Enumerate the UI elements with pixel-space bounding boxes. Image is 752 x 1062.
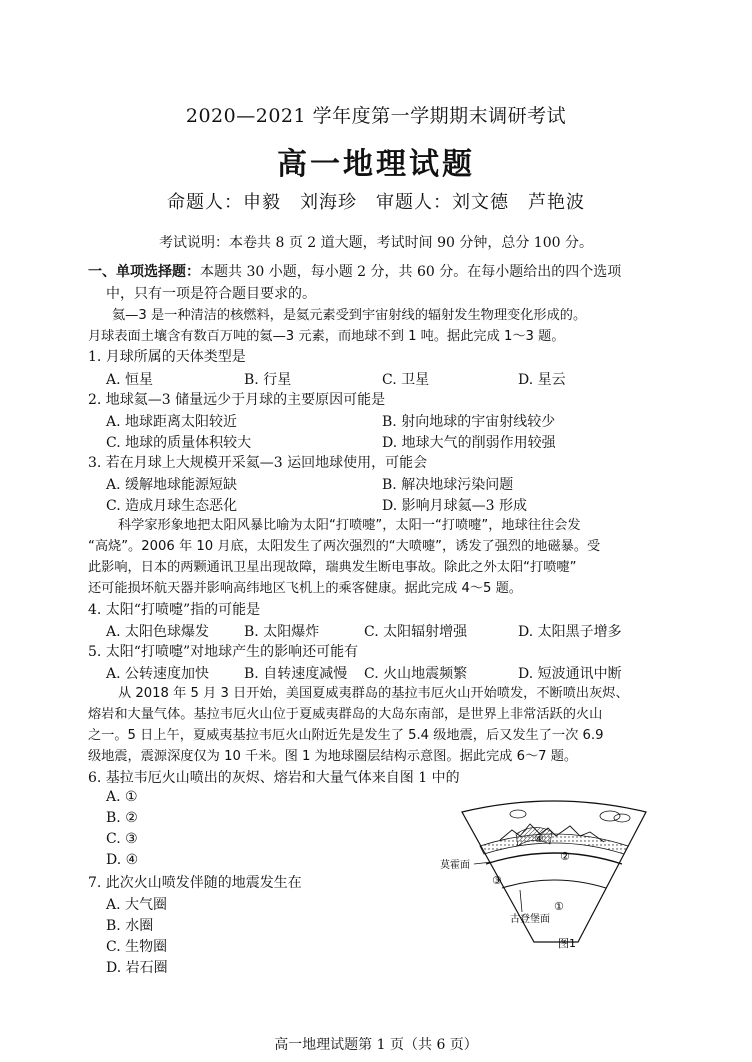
q5-option-b: B. 自转速度减慢	[244, 666, 348, 682]
q7-option-a: A. 大气圈	[106, 897, 168, 913]
q6-stem: 6. 基拉韦厄火山喷出的灰烬、熔岩和大量气体来自图 1 中的	[88, 770, 460, 786]
q2-option-d: D. 地球大气的削弱作用较强	[382, 435, 556, 451]
q5-option-a: A. 公转速度加快	[106, 666, 210, 682]
q6-option-a: A. ①	[106, 789, 138, 805]
q5-option-d: D. 短波通讯中断	[518, 666, 622, 682]
q2-stem: 2. 地球氦—3 储量远少于月球的主要原因可能是	[88, 392, 386, 408]
passage2-line4: 还可能损坏航天器并影响高纬地区飞机上的乘客健康。据此完成 4～5 题。	[88, 581, 522, 596]
q2-option-b: B. 射向地球的宇宙射线较少	[382, 414, 556, 430]
passage2-line2: “高烧”。2006 年 10 月底，太阳发生了两次强烈的“大喷嚏”，诱发了强烈的地磁暴。受	[88, 539, 601, 554]
q1-stem: 1. 月球所属的天体类型是	[88, 349, 246, 365]
atmosphere-sector	[462, 801, 646, 942]
q1-option-d: D. 星云	[518, 372, 566, 388]
section-heading	[88, 262, 621, 282]
mark-2: ②	[560, 850, 570, 863]
exam-note: 考试说明：本卷共 8 页 2 道大题，考试时间 90 分钟，总分 100 分。	[159, 235, 593, 251]
gutenberg-line	[502, 880, 606, 888]
q2-option-c: C. 地球的质量体积较大	[106, 435, 252, 451]
q7-option-d: D. 岩石圈	[106, 960, 168, 976]
passage2-line3: 此影响，日本的两颗通讯卫星出现故障，瑞典发生断电事故。除此之外太阳“打喷嚏”	[88, 560, 577, 575]
q7-option-c: C. 生物圈	[106, 939, 168, 955]
q3-option-d: D. 影响月球氦—3 形成	[382, 498, 527, 514]
passage1-line2: 月球表面土壤含有数百万吨的氦—3 元素，而地球不到 1 吨。据此完成 1～3 题。	[88, 329, 565, 344]
passage3-line4: 级地震，震源深度仅为 10 千米。图 1 为地球圈层结构示意图。据此完成 6～7 题。	[88, 749, 578, 764]
moho-label: 莫霍面	[440, 860, 470, 871]
q4-option-b: B. 太阳爆炸	[244, 624, 320, 640]
q3-option-a: A. 缓解地球能源短缺	[106, 477, 238, 493]
q4-option-a: A. 太阳色球爆发	[106, 624, 210, 640]
q7-stem: 7. 此次火山喷发伴随的地震发生在	[88, 875, 302, 891]
moho-line	[486, 853, 622, 864]
q4-stem: 4. 太阳“打喷嚏”指的可能是	[88, 602, 261, 618]
q6-option-c: C. ③	[106, 831, 138, 847]
passage3-line2: 熔岩和大量气体。基拉韦厄火山位于夏威夷群岛的大岛东南部，是世界上非常活跃的火山	[88, 707, 603, 722]
q4-option-d: D. 太阳黑子增多	[518, 624, 622, 640]
q6-option-b: B. ②	[106, 810, 138, 826]
section-label: 一、单项选择题：	[88, 264, 200, 280]
gutenberg-label: 古登堡面	[510, 914, 550, 925]
page-footer: 高一地理试题第 1 页（共 6 页）	[274, 1037, 478, 1053]
q3-option-b: B. 解决地球污染问题	[382, 477, 514, 493]
q6-option-d: D. ④	[106, 852, 139, 868]
passage2-line1: 科学家形象地把太阳风暴比喻为太阳“打喷嚏”，太阳一“打喷嚏”，地球往往会发	[118, 518, 581, 533]
cloud-icon	[600, 811, 620, 821]
passage3-line1: 从 2018 年 5 月 3 日开始，美国夏威夷群岛的基拉韦厄火山开始喷发，不断喷出灰烬、	[118, 686, 629, 701]
q1-option-a: A. 恒星	[106, 372, 154, 388]
crust-band	[480, 834, 628, 854]
q5-option-c: C. 火山地震频繁	[364, 666, 468, 682]
passage1-line1: 氦—3 是一种清洁的核燃料，是氦元素受到宇宙射线的辐射发生物理变化形成的。	[112, 308, 587, 323]
mark-3: ③	[492, 874, 502, 887]
q3-stem: 3. 若在月球上大规模开采氦—3 运回地球使用，可能会	[88, 455, 428, 471]
mark-1: ①	[554, 900, 564, 913]
exam-title: 2020—2021 学年度第一学期期末调研考试	[185, 105, 567, 127]
cloud-icon	[510, 810, 526, 818]
q2-option-a: A. 地球距离太阳较近	[106, 414, 238, 430]
q1-option-c: C. 卫星	[382, 372, 430, 388]
subject-title: 高一地理试题	[277, 147, 475, 182]
section-intro-1: 本题共 30 小题，每小题 2 分，共 60 分。在每小题给出的四个选项	[200, 264, 622, 280]
q5-stem: 5. 太阳“打喷嚏”对地球产生的影响还可能有	[88, 644, 359, 660]
q1-option-b: B. 行星	[244, 372, 292, 388]
earth-layers-figure	[440, 792, 672, 952]
q4-option-c: C. 太阳辐射增强	[364, 624, 468, 640]
section-intro-2: 中，只有一项是符合题目要求的。	[106, 286, 316, 302]
passage3-line3: 之一。5 日上午，夏威夷基拉韦厄火山附近先是发生了 5.4 级地震，后又发生了一次 6.9	[88, 728, 604, 743]
authors-line: 命题人：申毅 刘海珍 审题人：刘文德 芦艳波	[167, 192, 585, 213]
cloud-icon	[614, 814, 630, 822]
q3-option-c: C. 造成月球生态恶化	[106, 498, 238, 514]
mark-4: ④	[534, 832, 544, 845]
q7-option-b: B. 水圈	[106, 918, 154, 934]
gutenberg-leader	[520, 890, 522, 912]
figure-caption: 图1	[558, 937, 576, 950]
